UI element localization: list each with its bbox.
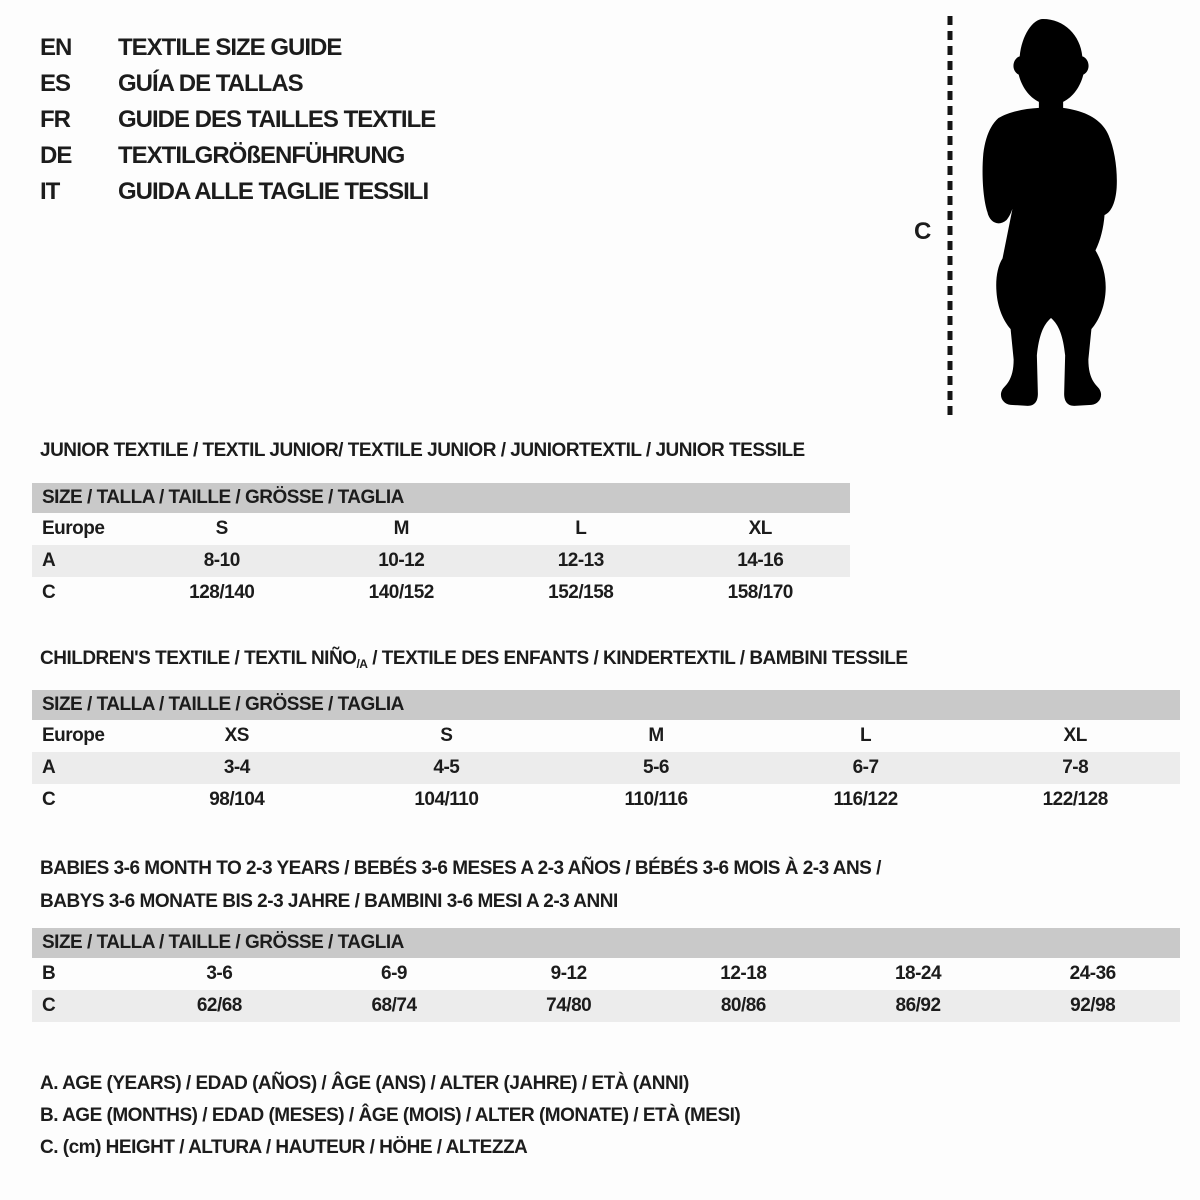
table-row — [32, 577, 850, 609]
row-label: C — [42, 582, 56, 603]
table-cell: M — [393, 518, 409, 539]
table-cell: M — [648, 725, 664, 746]
table-cell: XS — [224, 725, 249, 746]
table-cell: 74/80 — [546, 995, 592, 1016]
table-cell: 5-6 — [643, 757, 669, 778]
lang-title: GUIDA ALLE TAGLIE TESSILI — [118, 178, 429, 205]
height-dashed-line — [945, 14, 955, 418]
legend-line-b: B. AGE (MONTHS) / EDAD (MESES) / ÂGE (MOIS) / ALTER (MONATE) / ETÀ (MESI) — [40, 1105, 741, 1126]
language-header — [40, 30, 435, 210]
row-label: Europe — [42, 725, 105, 746]
table-cell: 7-8 — [1062, 757, 1089, 778]
table-cell: 128/140 — [189, 582, 255, 603]
table-row — [32, 513, 850, 545]
table-row — [32, 958, 1180, 990]
lang-title: TEXTILE SIZE GUIDE — [118, 34, 342, 61]
lang-row-en — [40, 30, 435, 66]
table-cell: 18-24 — [894, 963, 942, 984]
row-label: A — [42, 757, 56, 778]
row-label: C — [42, 789, 56, 810]
babies-section-title-line2: BABYS 3-6 MONATE BIS 2-3 JAHRE / BAMBINI 3-6 MESI A 2-3 ANNI — [40, 891, 618, 912]
row-label: B — [42, 963, 56, 984]
table-cell: 80/86 — [720, 995, 766, 1016]
lang-code: EN — [40, 34, 72, 61]
table-cell: 6-9 — [381, 963, 407, 984]
lang-title: GUÍA DE TALLAS — [118, 70, 303, 97]
table-cell: 3-6 — [206, 963, 233, 984]
table-cell: L — [575, 518, 587, 539]
table-cell: XL — [748, 518, 772, 539]
size-header-bar: SIZE / TALLA / TAILLE / GRÖSSE / TAGLIA — [32, 690, 1180, 720]
table-cell: 68/74 — [371, 995, 417, 1016]
table-cell: 14-16 — [737, 550, 784, 571]
lang-code: ES — [40, 70, 71, 97]
table-cell: 6-7 — [852, 757, 879, 778]
table-cell: S — [440, 725, 453, 746]
row-label: Europe — [42, 518, 105, 539]
table-cell: 122/128 — [1042, 789, 1108, 810]
table-cell: 10-12 — [378, 550, 425, 571]
legend-line-a: A. AGE (YEARS) / EDAD (AÑOS) / ÂGE (ANS) / ALTER (JAHRE) / ETÀ (ANNI) — [40, 1073, 689, 1094]
table-cell: 12-13 — [557, 550, 604, 571]
table-row — [32, 752, 1180, 784]
lang-title: GUIDE DES TAILLES TEXTILE — [118, 106, 436, 133]
table-cell: 104/110 — [414, 789, 479, 810]
table-cell: 24-36 — [1069, 963, 1116, 984]
children-title-text: CHILDREN'S TEXTILE / TEXTIL NIÑO — [40, 648, 357, 669]
table-row — [32, 990, 1180, 1022]
table-cell: 86/92 — [895, 995, 941, 1016]
table-cell: 92/98 — [1070, 995, 1116, 1016]
table-cell: 140/152 — [368, 582, 434, 603]
lang-title: TEXTILGRÖßENFÜHRUNG — [118, 142, 405, 169]
table-cell: 62/68 — [196, 995, 242, 1016]
row-label: A — [42, 550, 56, 571]
toddler-silhouette-image — [964, 14, 1136, 418]
babies-size-table — [32, 928, 1180, 1022]
lang-row-de — [40, 138, 435, 174]
lang-row-es — [40, 66, 435, 102]
children-section-title — [40, 648, 908, 671]
table-cell: 158/170 — [727, 582, 793, 603]
lang-code: FR — [40, 106, 70, 133]
legend-line-c: C. (cm) HEIGHT / ALTURA / HAUTEUR / HÖHE / ALTEZZA — [40, 1137, 528, 1158]
table-cell: 12-18 — [720, 963, 767, 984]
row-label: C — [42, 995, 56, 1016]
table-cell: 152/158 — [548, 582, 614, 603]
size-header-bar: SIZE / TALLA / TAILLE / GRÖSSE / TAGLIA — [32, 483, 850, 513]
children-size-table — [32, 690, 1180, 816]
table-cell: 110/116 — [624, 789, 688, 810]
table-cell: 116/122 — [833, 789, 898, 810]
table-cell: XL — [1063, 725, 1087, 746]
table-cell: 4-5 — [433, 757, 460, 778]
table-cell: 8-10 — [203, 550, 240, 571]
table-cell: 98/104 — [209, 789, 265, 810]
children-title-text: / TEXTILE DES ENFANTS / KINDERTEXTIL / BAMBINI TESSILE — [367, 648, 908, 669]
table-row — [32, 720, 1180, 752]
children-title-subscript: /A — [356, 657, 368, 671]
table-row — [32, 545, 850, 577]
lang-row-fr — [40, 102, 435, 138]
height-measure-label: C — [914, 218, 931, 245]
lang-row-it — [40, 174, 435, 210]
lang-code: IT — [40, 178, 60, 205]
junior-size-table — [32, 483, 850, 609]
table-cell: 9-12 — [550, 963, 587, 984]
babies-section-title-line1: BABIES 3-6 MONTH TO 2-3 YEARS / BEBÉS 3-6 MESES A 2-3 AÑOS / BÉBÉS 3-6 MOIS À 2-3 ANS / — [40, 858, 881, 879]
legend — [40, 1068, 740, 1164]
lang-code: DE — [40, 142, 72, 169]
table-cell: 3-4 — [223, 757, 250, 778]
table-cell: L — [860, 725, 872, 746]
junior-section-title: JUNIOR TEXTILE / TEXTIL JUNIOR/ TEXTILE JUNIOR / JUNIORTEXTIL / JUNIOR TESSILE — [40, 440, 805, 461]
table-cell: S — [215, 518, 228, 539]
size-header-bar: SIZE / TALLA / TAILLE / GRÖSSE / TAGLIA — [32, 928, 1180, 958]
table-row — [32, 784, 1180, 816]
